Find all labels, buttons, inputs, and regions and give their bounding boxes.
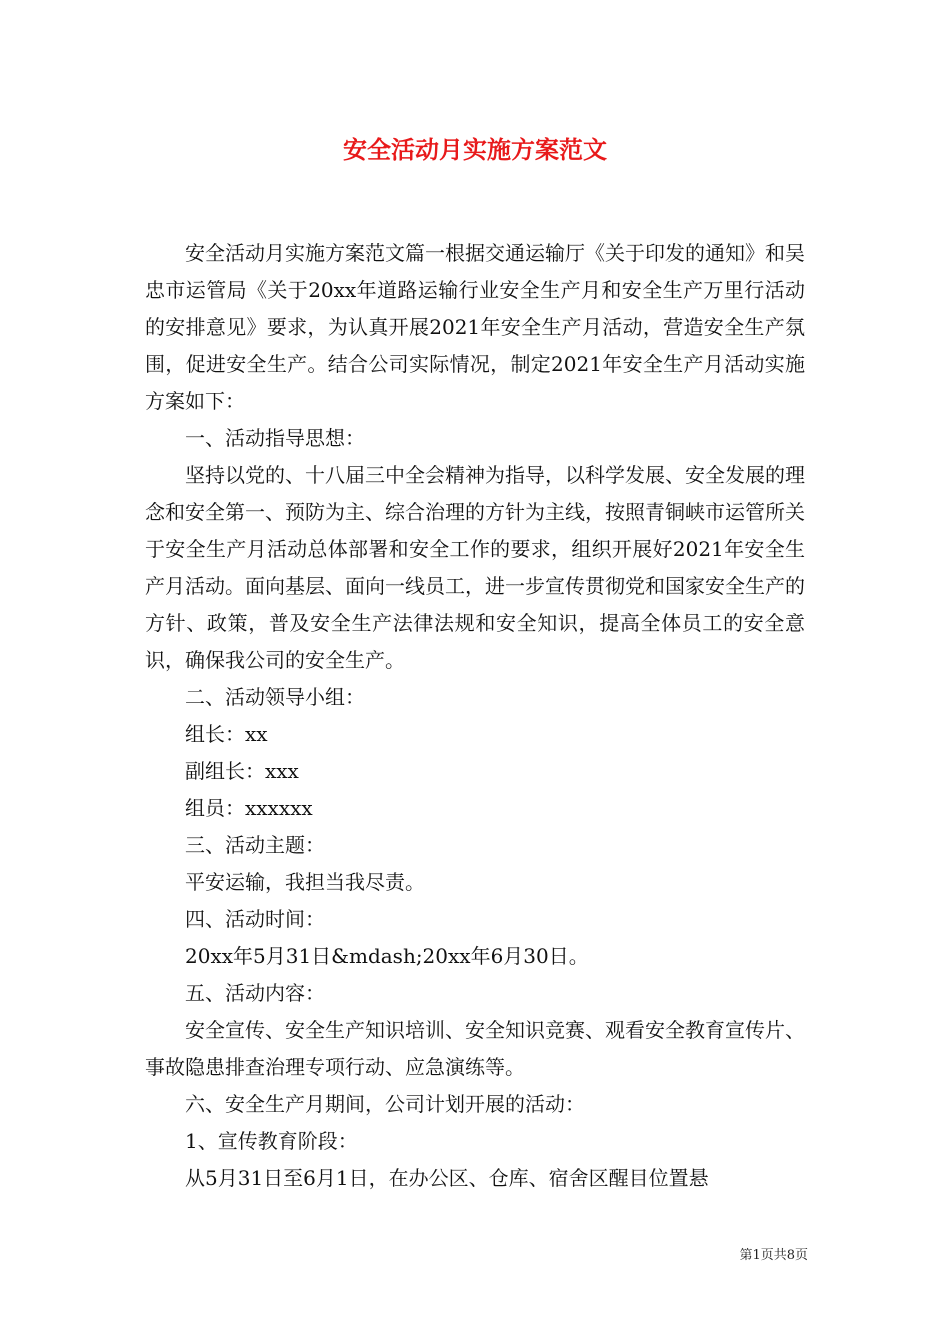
heading-time: 四、活动时间： — [185, 907, 325, 931]
deputy-leader-line: 副组长：xxx — [185, 759, 299, 783]
heading-theme: 三、活动主题： — [185, 833, 325, 857]
paragraph-content: 安全宣传、安全生产知识培训、安全知识竞赛、观看安全教育宣传片、事故隐患排查治理专项行动、应急演练等。 — [145, 1018, 805, 1079]
page-title: 安全活动月实施方案范文 — [343, 135, 607, 164]
heading-guiding-ideology: 一、活动指导思想： — [185, 426, 365, 450]
heading-planned-activities: 六、安全生产月期间，公司计划开展的活动： — [185, 1092, 585, 1116]
paragraph-publicity-stage: 从5月31日至6月1日，在办公区、仓库、宿舍区醒目位置悬 — [185, 1166, 709, 1190]
heading-publicity-stage: 1、宣传教育阶段： — [185, 1129, 358, 1153]
page-number: 第1页共8页 — [739, 1248, 808, 1263]
paragraph-guiding-ideology: 坚持以党的、十八届三中全会精神为指导，以科学发展、安全发展的理念和安全第一、预防为主、综合治理的方针为主线，按照青铜峡市运管所关于安全生产月活动总体部署和安全工作的要求，组织开展好2021年安全生产月活动。面向基层、面向一线员工，进一步宣传贯彻党和国家安全生产的方针、政策，普及安全生产法律法规和安全知识，提高全体员工的安全意识，确保我公司的安全生产。 — [145, 463, 805, 672]
members-line: 组员：xxxxxx — [185, 796, 313, 820]
leader-line: 组长：xx — [185, 722, 268, 746]
heading-leadership-group: 二、活动领导小组： — [185, 685, 365, 709]
paragraph-theme: 平安运输，我担当我尽责。 — [185, 870, 425, 894]
document-body — [145, 235, 805, 1197]
paragraph-time: 20xx年5月31日&mdash;20xx年6月30日。 — [185, 944, 589, 968]
heading-content: 五、活动内容： — [185, 981, 325, 1005]
paragraph-intro: 安全活动月实施方案范文篇一根据交通运输厅《关于印发的通知》和吴忠市运管局《关于20xx年道路运输行业安全生产月和安全生产万里行活动的安排意见》要求，为认真开展2021年安全生产月活动，营造安全生产氛围，促进安全生产。结合公司实际情况，制定2021年安全生产月活动实施方案如下： — [145, 241, 805, 413]
